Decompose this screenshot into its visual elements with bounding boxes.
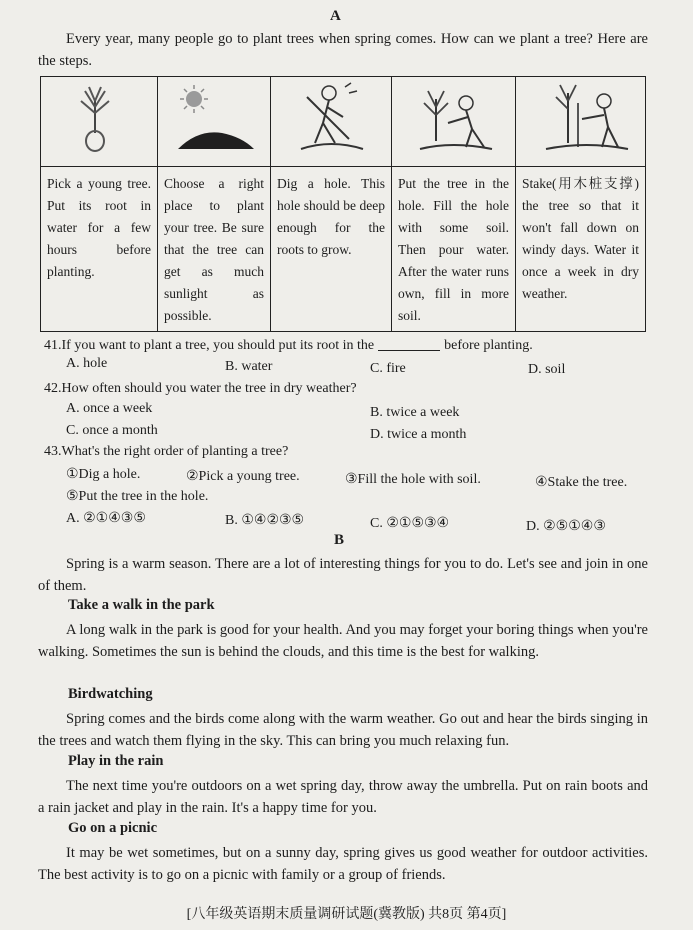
section-b-intro: Spring is a warm season. There are a lot of interesting things for you to do. Let's see and join in one of them. <box>38 556 648 594</box>
q41-option-d[interactable]: D. soil <box>528 362 566 377</box>
sun-mound-icon <box>158 77 270 166</box>
man-staking-icon <box>516 77 645 166</box>
activity-2-heading: Birdwatching <box>68 686 153 702</box>
step-5 <box>515 77 645 331</box>
step-4-text: Put the tree in the hole. Fill the hole with some soil. Then pour water. After the water runs own, fill in more soil. <box>398 176 509 323</box>
q43-option-c[interactable]: C. ②①⑤③④ <box>370 516 450 531</box>
q41-option-c[interactable]: C. fire <box>370 361 406 376</box>
q42-option-a[interactable]: A. once a week <box>66 401 153 416</box>
step-3-text: Dig a hole. This hole should be deep enough for the roots to grow. <box>277 176 385 257</box>
answer-blank <box>378 350 440 351</box>
step-1 <box>41 77 157 331</box>
steps-table <box>40 76 646 332</box>
section-b-label: B <box>334 532 345 548</box>
q42-option-d[interactable]: D. twice a month <box>370 427 467 442</box>
man-planting-icon <box>392 77 515 166</box>
step-3 <box>270 77 391 331</box>
question-42: 42.How often should you water the tree in dry weather? <box>44 381 357 396</box>
step-5-text: Stake(用木桩支撑) the tree so that it won't fall down on windy days. Water it once a week in dry weather. <box>522 176 639 301</box>
section-a-label: A <box>330 8 341 24</box>
activity-3-heading: Play in the rain <box>68 753 164 769</box>
q43-option-a[interactable]: A. ②①④③⑤ <box>66 511 146 526</box>
step-1-text: Pick a young tree. Put its root in water for a few hours before planting. <box>47 176 151 279</box>
question-43: 43.What's the right order of planting a tree? <box>44 444 289 459</box>
q41-option-b[interactable]: B. water <box>225 359 273 374</box>
table-row-divider <box>41 166 645 167</box>
q43-item-1: ①Dig a hole. <box>66 467 141 482</box>
activity-2-text: Spring comes and the birds come along with the warm weather. Go out and hear the birds singing in the trees and watch them flying in the sky. This can bring you much relaxing fun. <box>38 711 648 749</box>
page-footer: [八年级英语期末质量调研试题(冀教版) 共8页 第4页] <box>186 907 507 922</box>
step-2 <box>157 77 270 331</box>
q43-item-2: ②Pick a young tree. <box>186 469 300 484</box>
step-4 <box>391 77 515 331</box>
activity-1-heading: Take a walk in the park <box>68 597 215 613</box>
q43-option-d[interactable]: D. ②⑤①④③ <box>526 519 606 534</box>
q42-option-b[interactable]: B. twice a week <box>370 405 460 420</box>
activity-4-text: It may be wet sometimes, but on a sunny day, spring gives us good weather for outdoor activities. The best activity is to go on a picnic with family or a group of friends. <box>38 845 648 883</box>
man-digging-icon <box>271 77 391 166</box>
section-a-intro: Every year, many people go to plant trees when spring comes. How can we plant a tree? Here are the steps. <box>38 31 648 69</box>
step-2-text: Choose a right place to plant your tree. Be sure that the tree can get as much sunlight as possible. <box>164 176 264 323</box>
q42-option-c[interactable]: C. once a month <box>66 423 158 438</box>
activity-3-text: The next time you're outdoors on a wet spring day, throw away the umbrella. Put on rain boots and a rain jacket and play in the rain. It's a happy time for you. <box>38 778 648 816</box>
activity-1-text: A long walk in the park is good for your health. And you may forget your boring things when you're walking. Sometimes the sun is behind the clouds, and this time is the best for walking. <box>38 622 648 660</box>
q43-item-4: ④Stake the tree. <box>535 475 628 490</box>
q41-option-a[interactable]: A. hole <box>66 356 108 371</box>
q43-option-b[interactable]: B. ①④②③⑤ <box>225 513 305 528</box>
q43-item-5: ⑤Put the tree in the hole. <box>66 489 209 504</box>
sapling-root-icon <box>41 77 157 166</box>
activity-4-heading: Go on a picnic <box>68 820 158 836</box>
question-41: 41.If you want to plant a tree, you should put its root in the before planting. <box>44 338 533 353</box>
q43-item-3: ③Fill the hole with soil. <box>345 472 481 487</box>
